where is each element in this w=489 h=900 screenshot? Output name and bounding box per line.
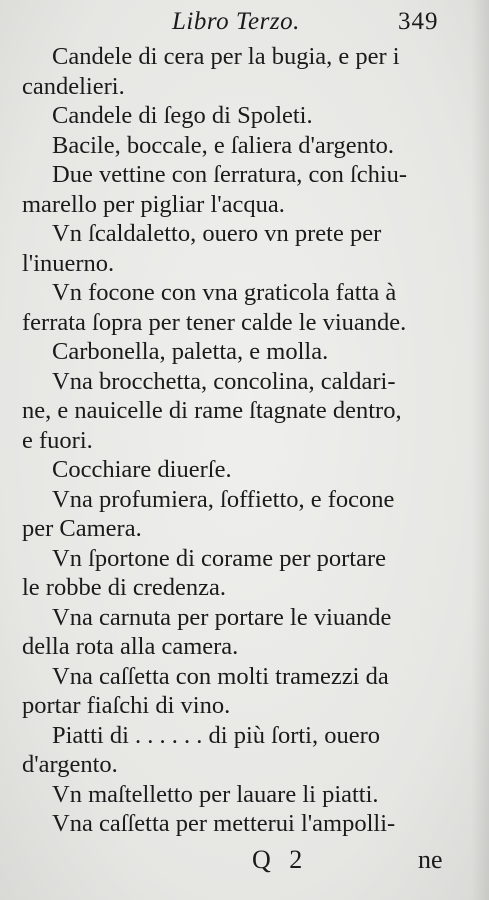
page-footer	[0, 841, 489, 877]
text-line: ne, e nauicelle di rame ſtagnate dentro,	[22, 397, 402, 424]
text-line: le robbe di credenza.	[22, 574, 227, 601]
text-line: d'argento.	[22, 751, 118, 778]
text-line: ferrata ſopra per tener calde le viuande.	[22, 308, 407, 336]
text-line: Bacile, boccale, e ſaliera d'argento.	[52, 131, 395, 159]
text-line: Cocchiare diuerſe.	[52, 456, 232, 483]
text-line: Vna caſſetta con molti tramezzi da	[52, 662, 389, 690]
page-number: 349	[398, 8, 439, 35]
text-line: Candele di ſego di Spoleti.	[52, 102, 313, 129]
running-title: Libro Terzo.	[172, 8, 300, 35]
text-line: Vna brocchetta, concolina, caldari-	[52, 367, 396, 395]
text-line: Vna carnuta per portare le viuande	[52, 603, 392, 631]
text-line: per Camera.	[22, 515, 142, 542]
text-line: portar fiaſchi di vino.	[22, 692, 231, 719]
text-line: Vna profumiera, ſoffietto, e focone	[52, 485, 395, 513]
text-line: Due vettine con ſerratura, con ſchiu-	[52, 161, 408, 188]
text-line: Vn ſportone di corame per portare	[52, 544, 387, 572]
text-line: Vn maſtelletto per lauare li piatti.	[52, 780, 379, 808]
catchword: ne	[418, 845, 443, 874]
text-line: Piatti di . . . . . . di più ſorti, ouero	[52, 721, 381, 749]
text-line: Candele di cera per la bugia, e per i	[52, 43, 400, 70]
text-line: Vn ſcaldaletto, ouero vn prete per	[52, 220, 382, 247]
text-line: e fuori.	[22, 426, 93, 454]
signature-mark: Q 2	[252, 845, 309, 874]
body-text	[22, 42, 474, 839]
text-line: candelieri.	[22, 72, 125, 100]
text-line: Vn focone con vna graticola fatta à	[52, 279, 397, 306]
page-header	[0, 8, 489, 40]
text-line: l'inuerno.	[22, 249, 115, 277]
text-line: Carbonella, paletta, e molla.	[52, 338, 329, 365]
text-line: della rota alla camera.	[22, 633, 239, 660]
text-line: Vna caſſetta per metterui l'ampolli-	[52, 810, 396, 837]
text-line: marello per pigliar l'acqua.	[22, 190, 285, 218]
